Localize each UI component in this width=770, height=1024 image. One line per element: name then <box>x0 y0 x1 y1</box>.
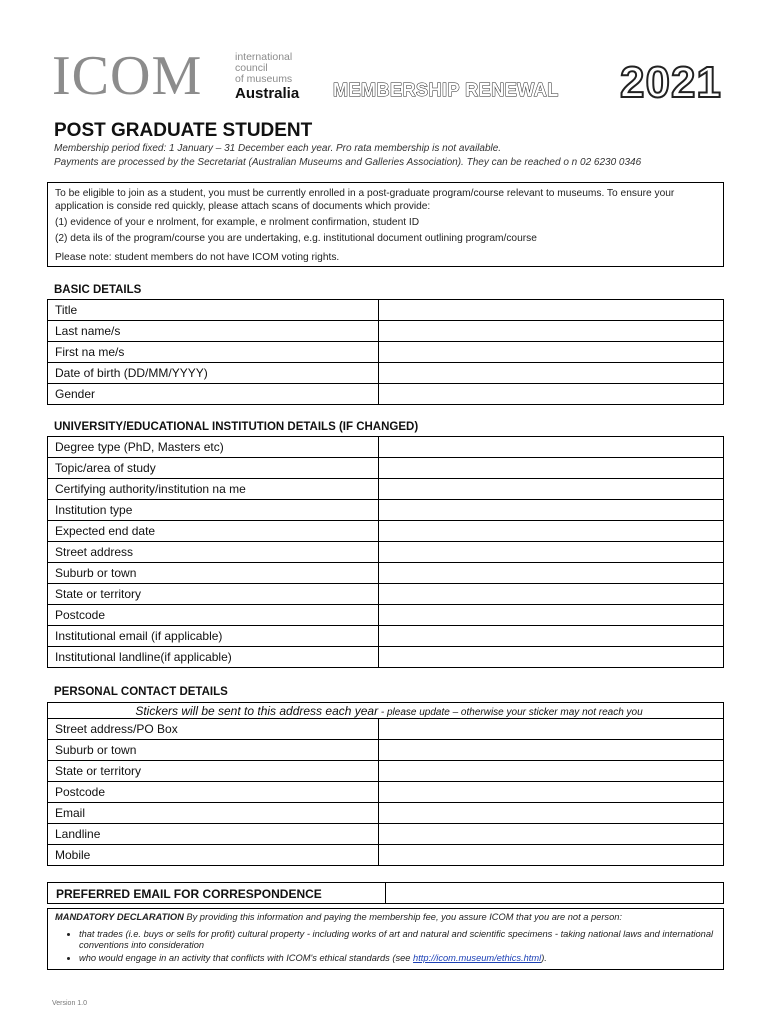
field-label: Landline <box>48 824 379 845</box>
degree-type-field[interactable] <box>378 437 723 458</box>
field-label: Email <box>48 803 379 824</box>
declaration-title: MANDATORY DECLARATION <box>55 912 184 922</box>
table-row <box>48 500 724 521</box>
mobile-field[interactable] <box>378 845 723 866</box>
version-label: Version 1.0 <box>52 1000 88 1007</box>
field-label: Last name/s <box>48 321 379 342</box>
field-label: Suburb or town <box>48 563 379 584</box>
field-label: Street address <box>48 542 379 563</box>
email-field[interactable] <box>378 803 723 824</box>
preferred-email-label: PREFERRED EMAIL FOR CORRESPONDENCE <box>48 883 386 903</box>
table-row <box>48 605 724 626</box>
field-label: Institutional landline(if applicable) <box>48 647 379 668</box>
field-label: Degree type (PhD, Masters etc) <box>48 437 379 458</box>
declaration-item: • that trades (i.e. buys or sells for profit) cultural property - including works of art and natural and scientific specimens - taking national laws and international conventions into consideration <box>79 929 716 951</box>
table-row <box>48 342 724 363</box>
table-row <box>48 647 724 668</box>
postcode-field[interactable] <box>378 782 723 803</box>
field-label: Gender <box>48 384 379 405</box>
institution-type-field[interactable] <box>378 500 723 521</box>
logo-line: council <box>235 62 268 74</box>
membership-renewal-heading: MEMBERSHIP RENEWAL <box>333 80 559 100</box>
table-row <box>48 384 724 405</box>
field-label: Postcode <box>48 782 379 803</box>
declaration-list <box>55 929 716 964</box>
gender-field[interactable] <box>378 384 723 405</box>
info-line: application is conside red quickly, please attach scans of documents which provide: <box>55 201 431 212</box>
declaration-lead <box>55 912 716 922</box>
last-name-field[interactable] <box>378 321 723 342</box>
field-label: First na me/s <box>48 342 379 363</box>
declaration-item-end: ). <box>541 953 547 963</box>
institution-name-field[interactable] <box>378 479 723 500</box>
page-title: POST GRADUATE STUDENT <box>54 120 313 141</box>
info-line: (2) deta ils of the program/course you are undertaking, e.g. institutional document outlining program/course <box>55 233 537 244</box>
table-row <box>48 458 724 479</box>
ethics-link[interactable]: http://icom.museum/ethics.html <box>413 953 542 963</box>
basic-details-heading: BASIC DETAILS <box>54 284 142 296</box>
icom-logo <box>52 45 203 107</box>
table-row <box>48 363 724 384</box>
field-label: Suburb or town <box>48 740 379 761</box>
field-label: Expected end date <box>48 521 379 542</box>
topic-field[interactable] <box>378 458 723 479</box>
field-label: State or territory <box>48 761 379 782</box>
field-label: Date of birth (DD/MM/YYYY) <box>48 363 379 384</box>
logo-letters: ICOM <box>52 45 203 107</box>
table-row <box>48 719 724 740</box>
sticker-note-detail: - please update – otherwise your sticker may not reach you <box>378 706 643 718</box>
field-label: Postcode <box>48 605 379 626</box>
table-row <box>48 300 724 321</box>
info-line: (1) evidence of your e nrolment, for example, e nrolment confirmation, student ID <box>55 217 420 228</box>
table-row <box>48 782 724 803</box>
table-row <box>48 824 724 845</box>
field-label: Institution type <box>48 500 379 521</box>
table-row <box>48 703 724 719</box>
logo-line: international <box>235 51 293 63</box>
institution-landline-field[interactable] <box>378 647 723 668</box>
logo-line: of museums <box>235 73 293 85</box>
first-name-field[interactable] <box>378 342 723 363</box>
declaration-item-text: who would engage in an activity that conflicts with ICOM's ethical standards (see <box>79 953 414 963</box>
institution-state-field[interactable] <box>378 584 723 605</box>
expected-end-date-field[interactable] <box>378 521 723 542</box>
institution-suburb-field[interactable] <box>378 563 723 584</box>
suburb-field[interactable] <box>378 740 723 761</box>
declaration-item <box>79 953 716 964</box>
table-row <box>48 626 724 647</box>
declaration-text: By providing this information and paying the membership fee, you assure ICOM that you are not a person: <box>183 912 623 922</box>
personal-contact-table <box>47 702 724 866</box>
table-row <box>48 437 724 458</box>
table-row <box>48 845 724 866</box>
university-details-table <box>47 436 724 668</box>
logo-wordmark <box>235 52 299 102</box>
preferred-email-field[interactable] <box>386 883 723 903</box>
field-label: Institutional email (if applicable) <box>48 626 379 647</box>
table-row <box>48 563 724 584</box>
sticker-note <box>48 703 724 719</box>
table-row <box>48 740 724 761</box>
year-heading: 2021 <box>620 58 722 107</box>
field-label: Street address/PO Box <box>48 719 379 740</box>
field-label: State or territory <box>48 584 379 605</box>
date-of-birth-field[interactable] <box>378 363 723 384</box>
mandatory-declaration-box <box>47 908 724 970</box>
institution-email-field[interactable] <box>378 626 723 647</box>
membership-period-note: Membership period fixed: 1 January – 31 December each year. Pro rata membership is not available. <box>54 143 502 154</box>
field-label: Certifying authority/institution na me <box>48 479 379 500</box>
institution-postcode-field[interactable] <box>378 605 723 626</box>
table-row <box>48 803 724 824</box>
state-field[interactable] <box>378 761 723 782</box>
table-row <box>48 584 724 605</box>
title-field[interactable] <box>378 300 723 321</box>
university-details-heading: UNIVERSITY/EDUCATIONAL INSTITUTION DETAILS (IF CHANGED) <box>54 421 419 433</box>
payment-note: Payments are processed by the Secretariat (Australian Museums and Galleries Association). They can be reached o n 02 6230 0346 <box>54 157 642 168</box>
table-row <box>48 761 724 782</box>
basic-details-table <box>47 299 724 405</box>
field-label: Title <box>48 300 379 321</box>
table-row <box>48 542 724 563</box>
logo-country: Australia <box>235 85 300 102</box>
personal-contact-heading: PERSONAL CONTACT DETAILS <box>54 686 228 698</box>
preferred-email-row <box>47 882 724 904</box>
sticker-note-main: Stickers will be sent to this address each year <box>135 703 379 718</box>
field-label: Topic/area of study <box>48 458 379 479</box>
institution-street-field[interactable] <box>378 542 723 563</box>
table-row <box>48 479 724 500</box>
table-row <box>48 321 724 342</box>
table-row <box>48 521 724 542</box>
street-address-field[interactable] <box>378 719 723 740</box>
eligibility-info-box <box>47 182 724 267</box>
info-line: Please note: student members do not have ICOM voting rights. <box>55 252 340 263</box>
field-label: Mobile <box>48 845 379 866</box>
info-line: To be eligible to join as a student, you must be currently enrolled in a post-graduate program/course relevant to museums. To ensure your <box>55 188 675 199</box>
landline-field[interactable] <box>378 824 723 845</box>
